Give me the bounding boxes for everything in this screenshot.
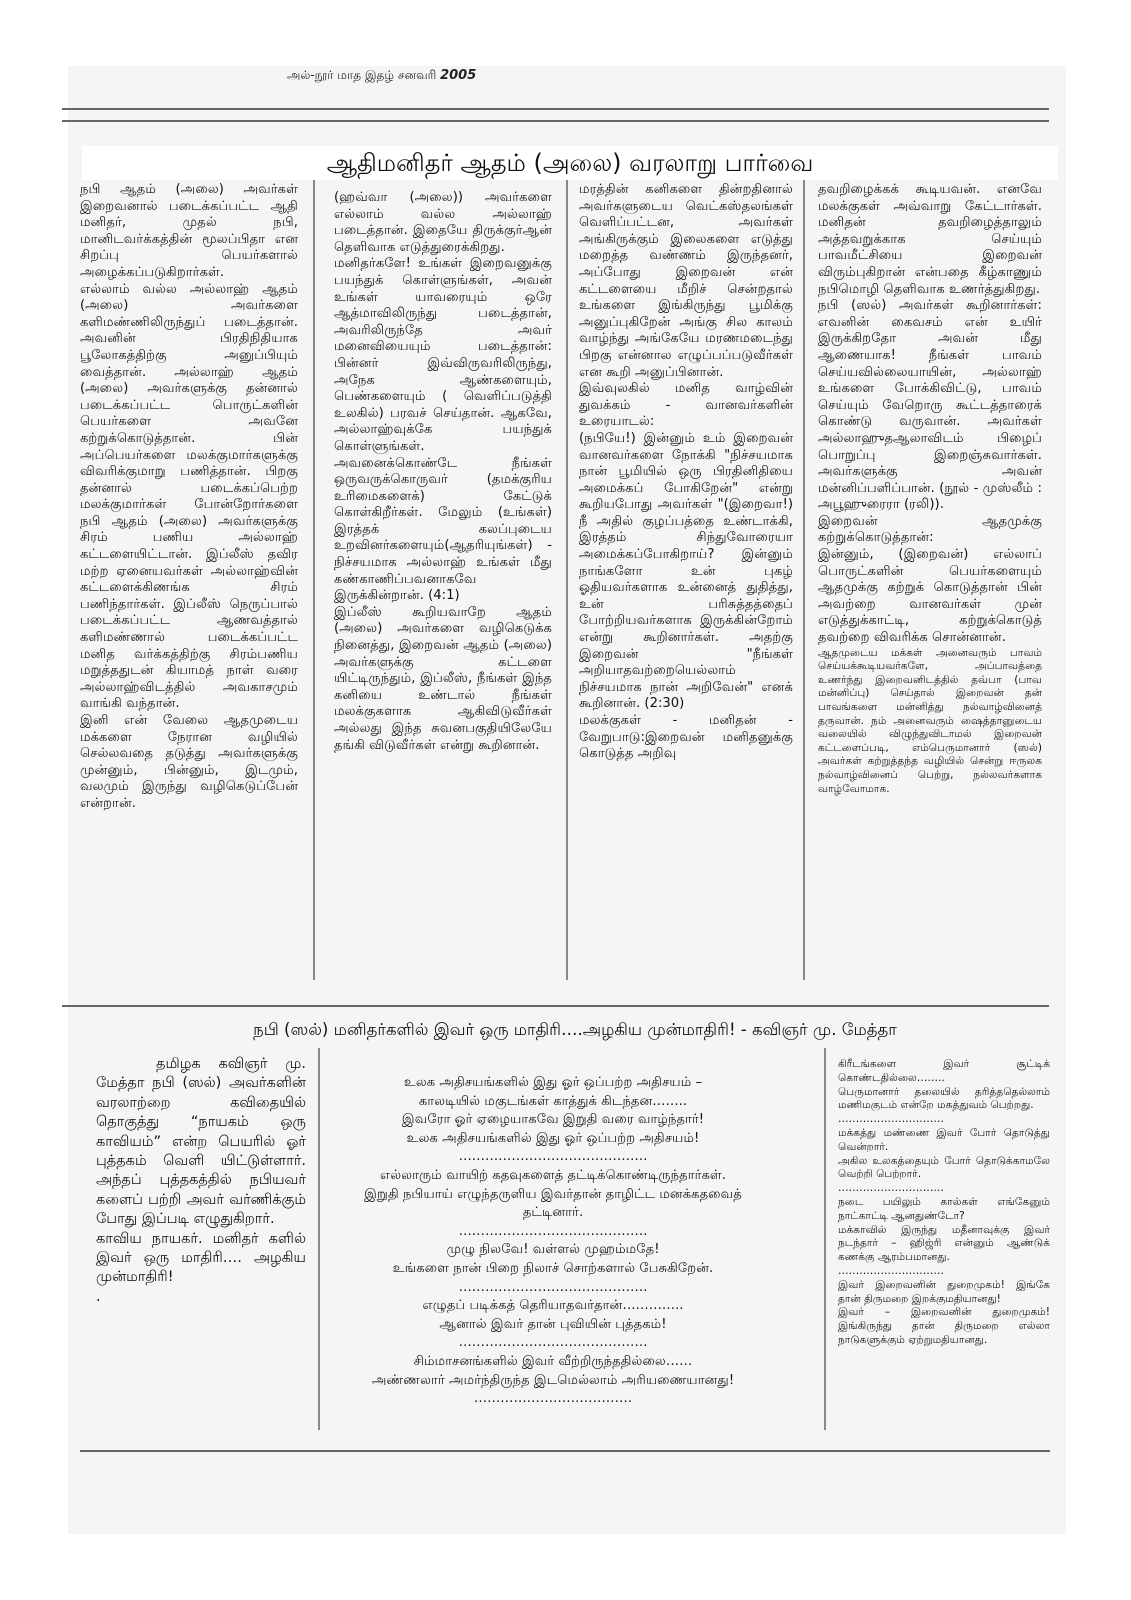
verse-line: மக்காவில் இருந்து மதீனாவுக்கு இவர் நடந்தார் – ஹிஜ்ரி என்னும் ஆண்டுக் கணக்கு ஆரம்பமானது.: [838, 1223, 1050, 1264]
section-rule: [62, 1005, 1049, 1007]
column-divider: [803, 180, 805, 980]
masthead-text: அல்-நூர் மாத இதழ் சனவரி: [287, 68, 437, 82]
verse-line: அண்ணலார் அமர்ந்திருந்த இடமெல்லாம் அரியணையானது!: [371, 1372, 735, 1388]
verse-line: இவர் – இறைவனின் துறைமுகம்! இங்கிருந்து தான் திருமறை எல்லா நாடுகளுக்கும் ஏற்றுமதியானது.: [838, 1306, 1050, 1346]
paragraph: தவறிழைக்கக் கூடியவன். எனவே மலக்குகள் அவ்வாறு கேட்டார்கள். மனிதன் தவறிழைத்தாலும் அத்தவறுக்காக செய்யும் பாவமீட்சியை இறைவன் விரும்புகிறான் என்பதை கீழ்காணும் நபிமொழி தெளிவாக உணர்த்துகிறது.: [818, 182, 1042, 297]
verse-line: இவர் இறைவனின் துறைமுகம்! இங்கே தான் திருமறை இறக்குமதியானது!: [838, 1278, 1050, 1305]
verse-line: இறுதி நபியாய் எழுந்தருளிய இவர்தான் தாழிட்ட மனக்கதவைத் தட்டினார்.: [364, 1186, 742, 1221]
verse-separator: …………………………: [838, 1113, 944, 1126]
verse-line: நடை பயிலும் கால்கள் எங்கேனும் நாட்காட்டி ஆனதுண்டோ?: [838, 1195, 1050, 1222]
paragraph: ஆதமுடைய மக்கள் அனைவரும் பாவம் செய்யக்கூடியவர்களே, அப்பாவத்தை உணர்ந்து இறைவனிடத்தில் தவ்பா (பாவ மன்னிப்பு) செய்தால் இறைவன் தன் பாவங்களை மன்னித்து நல்வாழ்வினைத் தருவான். நம் அனைவரும் ஷைத்தானுடைய வலையில் விழுந்துவிடாமல் இறைவன் கட்டளைப்படி, எம்பெருமானார் (ஸல்) அவர்கள் கற்றுத்தந்த வழியில் சென்று ஈருலக நல்வாழ்வினைப் பெற்று, நல்லவர்களாக வாழ்வோமாக.: [818, 646, 1042, 795]
verse-line: சிம்மாசனங்களில் இவர் வீற்றிருந்ததில்லை……: [413, 1353, 693, 1369]
verse-line: உலக அதிசயங்களில் இது ஓர் ஒப்பற்ற அதிசயம்!: [406, 1130, 700, 1146]
paragraph: (ஹவ்வா (அலை)) அவர்களை எல்லாம் வல்ல அல்லாஹ் படைத்தான். இதையே திருக்குர்ஆன் தெளிவாக எடுத்துரைக்கிறது.: [334, 190, 552, 255]
verse-separator: …………………………………….: [458, 1149, 648, 1165]
paragraph: .: [96, 1288, 101, 1305]
verse-separator: …………………………………….: [458, 1223, 648, 1239]
paragraph: காவிய நாயகர். மனிதர் களில் இவர் ஒரு மாதிரி…. அழகிய முன்மாதிரி!: [96, 1230, 306, 1286]
verse-line: அகில உலகத்தையும் போர் தொடுக்காமலே வெற்றி பெற்றார்.: [838, 1154, 1050, 1181]
verse-separator: …………………………………….: [458, 1279, 648, 1295]
top-rule-2: [62, 120, 1049, 122]
verse-line: காலடியில் மகுடங்கள் காத்துக் கிடந்தன……..: [418, 1093, 688, 1109]
verse-separator: ………………………………: [473, 1391, 633, 1407]
verse-line: இவரோ ஓர் ஏழையாகவே இறுதி வரை வாழ்ந்தார்!: [401, 1112, 705, 1128]
masthead: [287, 68, 476, 84]
verse-line: எழுதப் படிக்கத் தெரியாதவர்தான்…………..: [422, 1298, 684, 1314]
verse-separator: …………………………………….: [458, 1335, 648, 1351]
verse-line: உலக அதிசயங்களில் இது ஓர் ஒப்பற்ற அதிசயம் –: [403, 1075, 703, 1090]
paragraph: மனிதர்களே! உங்கள் இறைவனுக்கு பயந்துக் கொள்ளுங்கள், அவன் உங்கள் யாவரையும் ஒரே ஆத்மாவிலிருந்து படைத்தான், அவரிலிருந்தே அவர் மனைவியையும் படைத்தான்: பின்னர் இவ்விருவரிலிருந்து, அநேக ஆண்களையும், பெண்களையும் ( வெளிப்படுத்தி உலகில்) பரவச் செய்தான். ஆகவே, அல்லாஹ்வுக்கே பயந்துக் கொள்ளுங்கள்.: [334, 256, 552, 454]
column-divider: [566, 180, 568, 980]
paragraph: (நபியே!) இன்னும் உம் இறைவன் வானவர்களை நோக்கி "நிச்சயமாக நான் பூமியில் ஒரு பிரதினிதியை அமைக்கப் போகிறேன்" என்று கூறியபோது அவர்கள் "(இறைவா!) நீ அதில் குழப்பத்தை உண்டாக்கி, இரத்தம் சிந்துவோரையா அமைக்கப்போகிறாய்? இன்னும் நாங்களோ உன் புகழ் ஓதியவர்களாக உன்னைத் துதித்து, உன் பரிசுத்தத்தைப் போற்றியவர்களாக இருக்கின்றோம் என்று கூறினார்கள். அதற்கு இறைவன் "நீங்கள் அறியாதவற்றையெல்லாம் நிச்சயமாக நான் அறிவேன்" எனக் கூறினான். (2:30): [579, 430, 793, 712]
paragraph: மலக்குகள் - மனிதன் - வேறுபாடு:இறைவன் மனிதனுக்கு கொடுத்த அறிவு: [579, 713, 793, 762]
paragraph: இனி என் வேலை ஆதமுடைய மக்களை நேரான வழியில் செல்லவதை தடுத்து அவர்களுக்கு முன்னும், பின்னும், இடமும், வலமும் இருந்து வழிகெடுப்பேன் என்றான்.: [80, 713, 298, 811]
column-divider: [824, 1048, 826, 1430]
column-divider: [318, 1048, 320, 1430]
bottom-rule: [80, 1450, 1050, 1452]
article-column-2: [334, 190, 552, 982]
verse-line: ஆனால் இவர் தான் புவியின் புத்தகம்!: [439, 1316, 667, 1332]
verse-line: கிரீடங்களை இவர் சூட்டிக் கொண்டதில்லை……..: [838, 1058, 1050, 1084]
article-column-1: [80, 182, 298, 982]
paragraph: இப்லீஸ் கூறியவாறே ஆதம் (அலை) அவர்களை வழிகெடுக்க நினைத்து, இறைவன் ஆதம் (அலை) அவர்களுக்கு கட்டளை யிட்டிருந்தும், இப்லீஸ், நீங்கள் இந்த கனியை உண்டால் நீங்கள் மலக்குகளாக ஆகிவிடுவீர்கள் அல்லது இந்த சுவனபகுதியிலேயே தங்கி விடுவீர்கள் என்று கூறினான்.: [334, 604, 552, 753]
verse-line: பெருமானார் தலையில் தரித்ததெல்லாம் மணிமகுடம் என்றே மகத்துவம் பெற்றது.: [838, 1085, 1050, 1112]
verse-line: முழு நிலவே! வள்ளல் முஹம்மதே!: [446, 1242, 660, 1258]
masthead-year: 2005: [440, 68, 477, 83]
article-column-4: [818, 182, 1042, 972]
verse-separator: …………………………: [838, 1264, 944, 1277]
poem-section-title: நபி (ஸல்) மனிதர்களில் இவர் ஒரு மாதிரி….அழகிய முன்மாதிரி! - கவிஞர் மு. மேத்தா: [253, 1020, 897, 1039]
article-title: ஆதிமனிதர் ஆதம் (அலை) வரலாறு பார்வை: [82, 146, 1058, 180]
paragraph: மரத்தின் கனிகளை தின்றதினால் அவர்களுடைய வெட்கஸ்தலங்கள் வெளிப்பட்டன, அவர்கள் அங்கிருக்கும் இலைகளை எடுத்து மறைத்த வண்ணம் இருந்தனர், அப்போது இறைவன் என் கட்டளையை மீறிச் சென்றதால் உங்களை இங்கிருந்து பூமிக்கு அனுப்புகிறேன் அங்கு சில காலம் வாழ்ந்து அங்கேயே மரணமடைந்து பிறகு என்னால எழுப்பப்படுவீர்கள் என கூறி அனுப்பினான்.: [579, 182, 793, 380]
verse-separator: …………………………: [838, 1182, 944, 1195]
paragraph: இவ்வுலகில் மனித வாழ்வின் துவக்கம் - வானவர்களின் உரையாடல்:: [579, 381, 793, 430]
verse-line: மக்கத்து மண்ணை இவர் போர் தொடுத்து வென்றார்.: [838, 1126, 1050, 1153]
top-rule-1: [62, 108, 1049, 110]
paragraph: நபி (ஸல்) அவர்கள் கூறினார்கள்: எவனின் கைவசம் என் உயிர் இருக்கிறதோ அவன் மீது ஆணையாக! நீங்கள் பாவம் செய்யவில்லையாயின், அல்லாஹ் உங்களை போக்கிவிட்டு, பாவம் செய்யும் வேறொரு கூட்டத்தாரைக் கொண்டு வருவான். அவர்கள் அல்லாஹுதஆலாவிடம் பிழைப் பொறுப்பு இறைஞ்சுவார்கள். அவர்களுக்கு அவன் மன்னிப்பளிப்பான். (நூல் - முஸ்லீம் : அபூஹுரைரா (ரலி)).: [818, 298, 1042, 513]
verse-line: உங்களை நான் பிறை நிலாச் சொற்களால் பேசுகிறேன்.: [392, 1260, 714, 1276]
paragraph: எல்லாம் வல்ல அல்லாஹ் ஆதம் (அலை) அவர்களை களிமண்ணிலிருந்துப் படைத்தான். அவனின் பிரதிநிதியாக பூலோகத்திற்கு அனுப்பியும் வைத்தான். அல்லாஹ் ஆதம் (அலை) அவர்களுக்கு தன்னால் படைக்கப்பட்ட பொருட்களின் பெயர்களை அவனே கற்றுக்கொடுத்தான். பின் அப்பெயர்களை மலக்குமார்களுக்கு விவரிக்குமாறு பணித்தான். பிறகு தன்னால் படைக்கப்பெற்ற மலக்குமார்கள் போன்றோர்களை நபி ஆதம் (அலை) அவர்களுக்கு சிரம் பணிய அல்லாஹ் கட்டளையிட்டான். இப்லீஸ் தவிர மற்ற ஏனையவர்கள் அல்லாஹ்வின் கட்டளைக்கிணங்க சிரம் பணிந்தார்கள். இப்லீஸ் நெருப்பால் படைக்கப்பட்ட ஆணவத்தால் களிமண்ணால் படைக்கப்பட்ட மனித வர்க்கத்திற்கு சிரம்பணிய மறுத்ததுடன் கியாமத் நாள் வரை அல்லாஹ்விடத்தில் அவகாசமும் வாங்கி வந்தான்.: [80, 281, 298, 712]
verse-line: எல்லாரும் வாயிற் கதவுகளைத் தட்டிக்கொண்டிருந்தார்கள்.: [379, 1167, 727, 1183]
column-divider: [313, 180, 315, 980]
paragraph: தமிழக கவிஞர் மு. மேத்தா நபி (ஸல்) அவர்களின் வரலாற்றை கவிதையில் தொகுத்து “நாயகம் ஒரு காவியம்” என்ற பெயரில் ஓர் புத்தகம் வெளி யிட்டுள்ளார். அந்தப் புத்தகத்தில் நபியவர் களைப் பற்றி அவர் வர்ணிக்கும் போது இப்படி எழுதுகிறார்.: [96, 1056, 306, 1228]
paragraph: நபி ஆதம் (அலை) அவர்கள் இறைவனால் படைக்கப்பட்ட ஆதி மனிதர், முதல் நபி, மானிடவர்க்கத்தின் மூலப்பிதா என சிறப்பு பெயர்களால் அழைக்கப்படுகிறார்கள்.: [80, 182, 298, 280]
article-column-3: [579, 182, 793, 972]
paragraph: அவனைக்கொண்டே நீங்கள் ஒருவருக்கொருவர் (தமக்குரிய உரிமைகளைக்) கேட்டுக் கொள்கிறீர்கள். மேலும் (உங்கள்) இரத்தக் கலப்புடைய உறவினர்களையும்(ஆதரியுங்கள்) - நிச்சயமாக அல்லாஹ் உங்கள் மீது கண்காணிப்பவனாகவே இருக்கின்றான். (4:1): [334, 455, 552, 604]
poem-right-verses: [838, 1058, 1050, 1348]
paragraph: இறைவன் ஆதமுக்கு கற்றுக்கொடுத்தான்:: [818, 513, 1042, 546]
poem-center-verses: [338, 1074, 768, 1409]
paragraph: இன்னும், (இறைவன்) எல்லாப் பொருட்களின் பெயர்களையும் ஆதமுக்கு கற்றுக் கொடுத்தான் பின் அவற்றை வானவர்கள் முன் எடுத்துக்காட்டி, கற்றுக்கொடுத் தவற்றை விவரிக்க சொன்னான்.: [818, 547, 1042, 646]
poem-intro: [96, 1055, 306, 1307]
